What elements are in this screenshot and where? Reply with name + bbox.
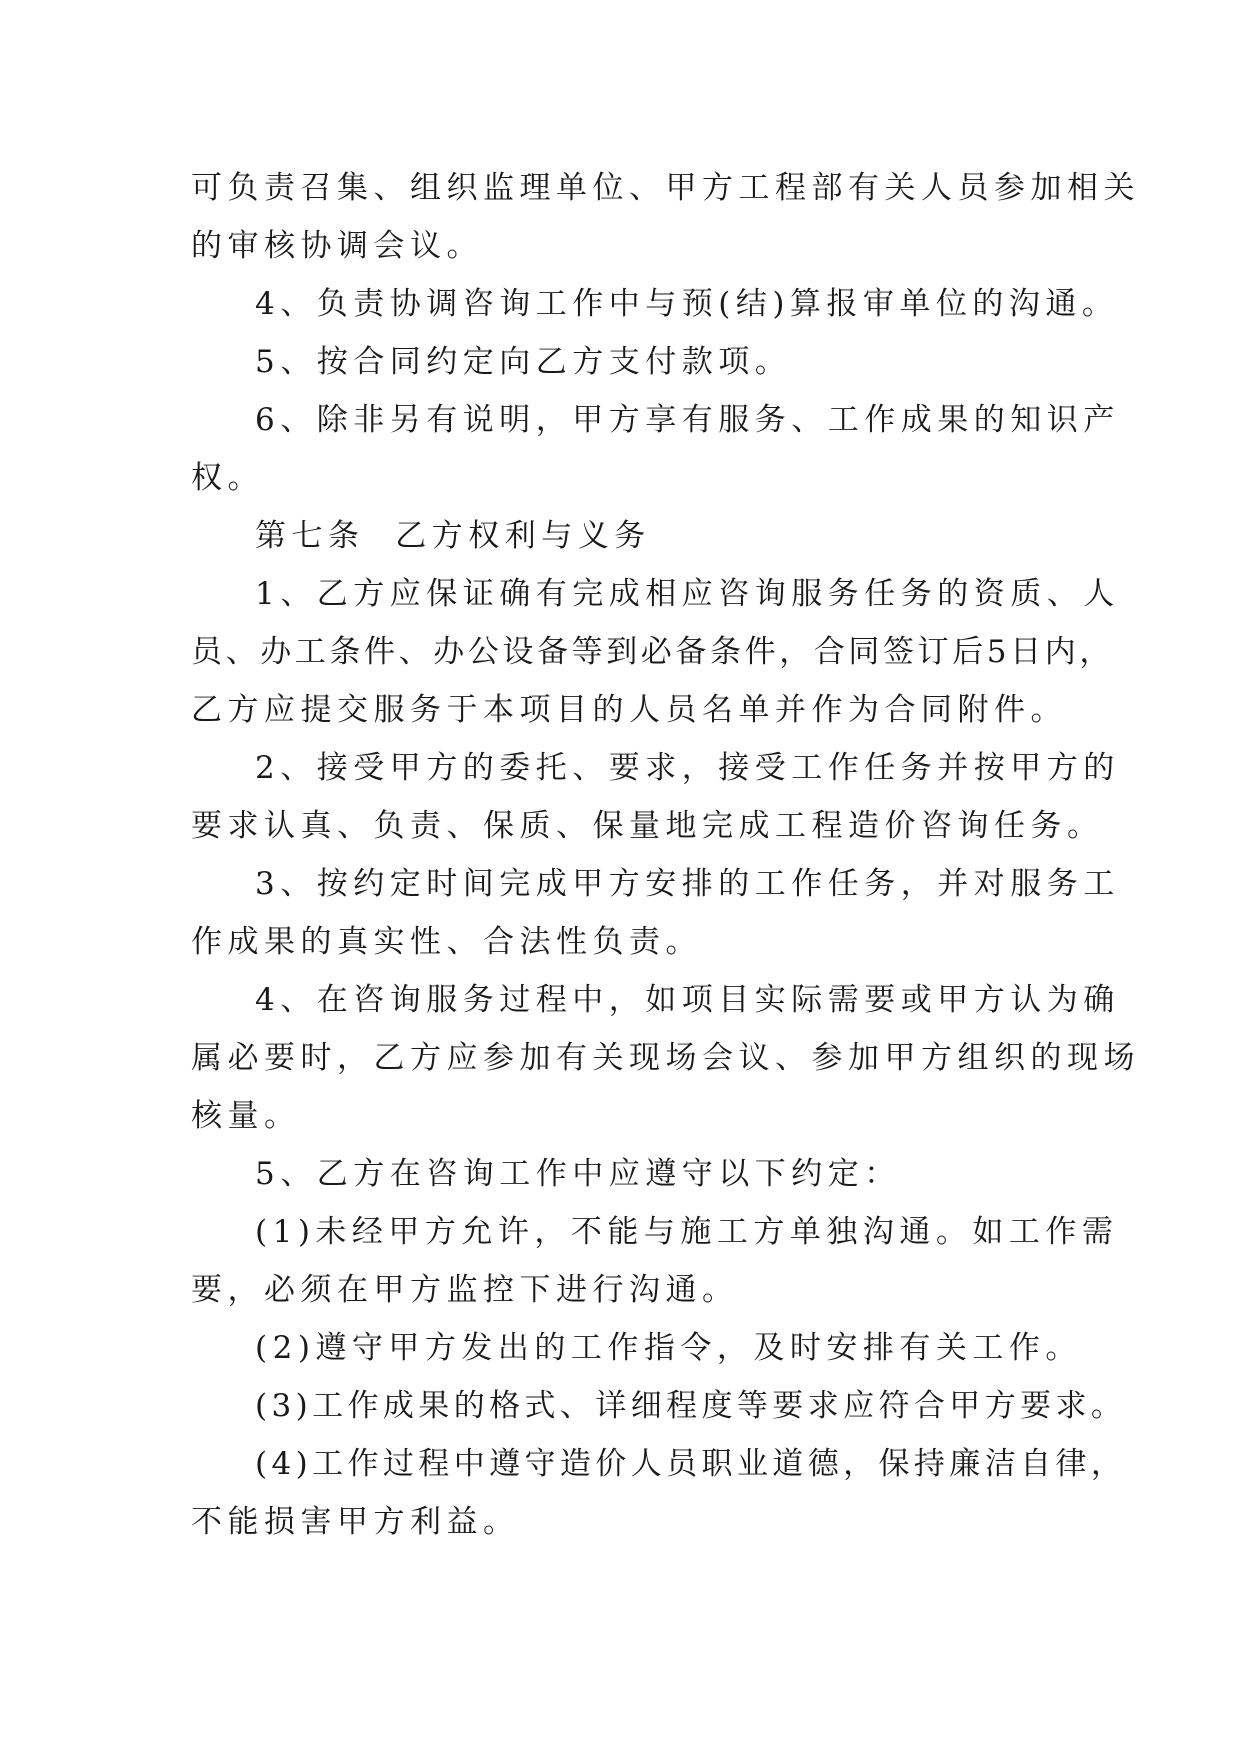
paragraph-party-b-item-2 [191, 739, 1120, 855]
text-line: 的审核协调会议。 [191, 228, 483, 264]
paragraph-party-a-item-5 [191, 333, 1071, 391]
text-line: (2)遵守甲方发出的工作指令，及时安排有关工作。 [255, 1330, 1082, 1366]
paragraph-continuation [191, 159, 1140, 275]
document-body [191, 159, 1140, 1551]
text-line: 1、乙方应保证确有完成相应咨询服务任务的资质、人 [255, 576, 1120, 612]
text-line: 核量。 [191, 1098, 301, 1134]
text-line: 3、按约定时间完成甲方安排的工作任务，并对服务工 [255, 866, 1120, 902]
paragraph-party-b-item-3 [191, 855, 1120, 971]
text-line: (3)工作成果的格式、详细程度等要求应符合甲方要求。 [255, 1388, 1127, 1424]
text-line: 4、在咨询服务过程中，如项目实际需要或甲方认为确 [255, 982, 1120, 1018]
paragraph-party-b-item-1 [191, 565, 1120, 739]
text-line: 员、办工条件、办公设备等到必备条件，合同签订后5日内， [191, 634, 1114, 670]
paragraph-party-a-item-6 [191, 391, 1120, 507]
text-line: 要，必须在甲方监控下进行沟通。 [191, 1272, 739, 1308]
text-line: 要求认真、负责、保质、保量地完成工程造价咨询任务。 [191, 808, 1104, 844]
paragraph-sub-item-2 [191, 1319, 1082, 1377]
text-line: 乙方应提交服务于本项目的人员名单并作为合同附件。 [191, 692, 1067, 728]
paragraph-sub-item-1 [191, 1203, 1119, 1319]
text-line: 可负责召集、组织监理单位、甲方工程部有关人员参加相关 [191, 170, 1140, 206]
text-line: 不能损害甲方利益。 [191, 1504, 520, 1540]
paragraph-party-b-item-4 [191, 971, 1140, 1145]
text-line: 第七条 乙方权利与义务 [255, 518, 651, 554]
text-line: (4)工作过程中遵守造价人员职业道德，保持廉洁自律， [255, 1446, 1127, 1482]
paragraph-party-b-item-5 [191, 1145, 1071, 1203]
text-line: (1)未经甲方允许，不能与施工方单独沟通。如工作需 [255, 1214, 1119, 1250]
paragraph-party-a-item-4 [191, 275, 1119, 333]
text-line: 6、除非另有说明，甲方享有服务、工作成果的知识产 [255, 402, 1120, 438]
paragraph-sub-item-4 [191, 1435, 1127, 1551]
text-line: 5、按合同约定向乙方支付款项。 [255, 344, 792, 380]
text-line: 权。 [191, 460, 264, 496]
text-line: 2、接受甲方的委托、要求，接受工作任务并按甲方的 [255, 750, 1120, 786]
paragraph-sub-item-3 [191, 1377, 1127, 1435]
text-line: 作成果的真实性、合法性负责。 [191, 924, 702, 960]
article-heading [191, 507, 1071, 565]
text-line: 4、负责协调咨询工作中与预(结)算报审单位的沟通。 [255, 286, 1119, 322]
text-line: 属必要时，乙方应参加有关现场会议、参加甲方组织的现场 [191, 1040, 1140, 1076]
text-line: 5、乙方在咨询工作中应遵守以下约定： [255, 1156, 901, 1192]
